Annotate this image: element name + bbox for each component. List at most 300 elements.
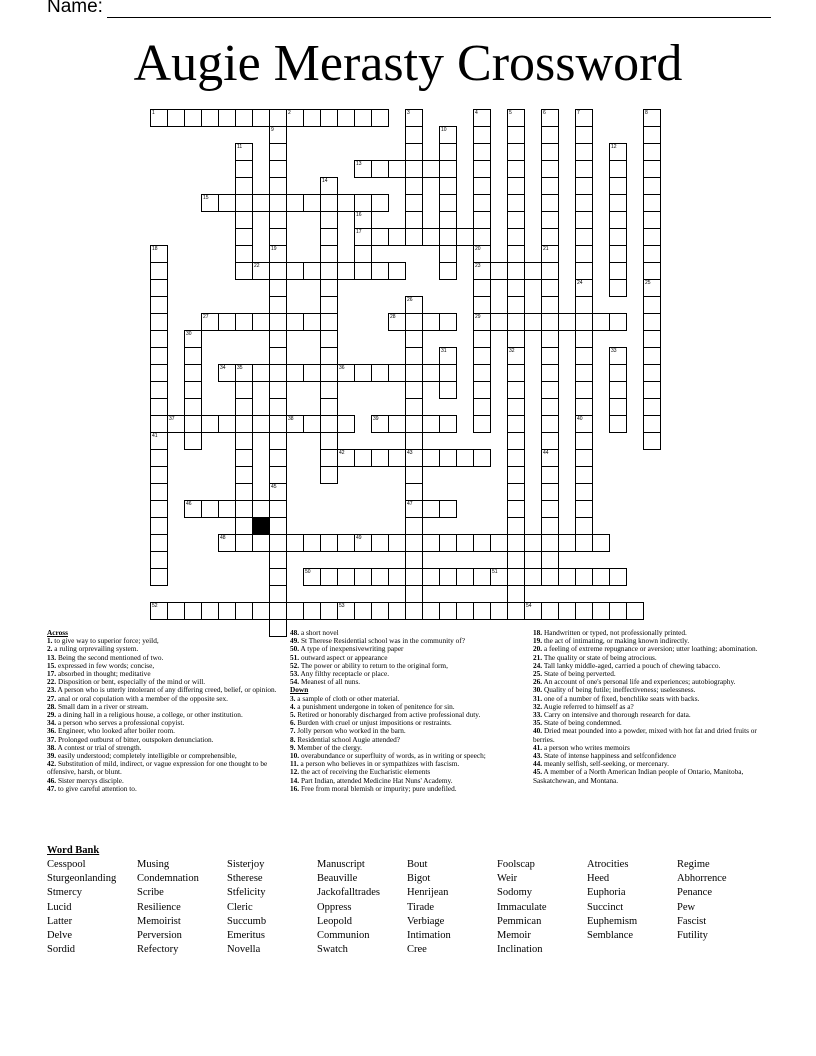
grid-cell[interactable] <box>320 228 338 246</box>
grid-cell[interactable] <box>201 415 219 433</box>
grid-cell[interactable] <box>473 347 491 365</box>
grid-cell[interactable] <box>422 500 440 518</box>
grid-cell[interactable] <box>524 568 542 586</box>
grid-cell[interactable] <box>303 194 321 212</box>
grid-cell[interactable] <box>473 245 491 263</box>
grid-cell[interactable] <box>507 296 525 314</box>
grid-cell[interactable] <box>541 194 559 212</box>
grid-cell[interactable] <box>473 109 491 127</box>
grid-cell[interactable] <box>371 109 389 127</box>
grid-cell[interactable] <box>150 568 168 586</box>
grid-cell[interactable] <box>371 449 389 467</box>
grid-cell[interactable] <box>150 296 168 314</box>
grid-cell[interactable] <box>422 313 440 331</box>
grid-cell[interactable] <box>235 262 253 280</box>
grid-cell[interactable] <box>609 602 627 620</box>
grid-cell[interactable] <box>473 602 491 620</box>
grid-cell[interactable] <box>507 466 525 484</box>
grid-cell[interactable] <box>371 568 389 586</box>
grid-cell[interactable] <box>422 160 440 178</box>
grid-cell[interactable] <box>456 602 474 620</box>
grid-cell[interactable] <box>405 415 423 433</box>
grid-cell[interactable] <box>320 211 338 229</box>
grid-cell[interactable] <box>337 568 355 586</box>
grid-cell[interactable] <box>541 381 559 399</box>
grid-cell[interactable] <box>575 381 593 399</box>
grid-cell[interactable] <box>439 364 457 382</box>
grid-cell[interactable] <box>473 330 491 348</box>
grid-cell[interactable] <box>405 364 423 382</box>
grid-cell[interactable] <box>541 364 559 382</box>
grid-cell[interactable] <box>558 568 576 586</box>
grid-cell[interactable] <box>354 364 372 382</box>
grid-cell[interactable] <box>218 194 236 212</box>
grid-cell[interactable] <box>575 279 593 297</box>
grid-cell[interactable] <box>643 432 661 450</box>
grid-cell[interactable] <box>592 602 610 620</box>
grid-cell[interactable] <box>371 364 389 382</box>
grid-cell[interactable] <box>405 313 423 331</box>
grid-cell[interactable] <box>371 534 389 552</box>
grid-cell[interactable] <box>252 364 270 382</box>
grid-cell[interactable] <box>405 177 423 195</box>
grid-cell[interactable] <box>235 245 253 263</box>
grid-cell[interactable] <box>201 194 219 212</box>
grid-cell[interactable] <box>320 568 338 586</box>
grid-cell[interactable] <box>575 177 593 195</box>
grid-cell[interactable] <box>303 415 321 433</box>
grid-cell[interactable] <box>269 568 287 586</box>
grid-cell[interactable] <box>405 126 423 144</box>
grid-cell[interactable] <box>269 296 287 314</box>
grid-cell[interactable] <box>473 143 491 161</box>
grid-cell[interactable] <box>643 313 661 331</box>
grid-cell[interactable] <box>405 109 423 127</box>
grid-cell[interactable] <box>422 534 440 552</box>
grid-cell[interactable] <box>558 602 576 620</box>
grid-cell[interactable] <box>354 245 372 263</box>
grid-cell[interactable] <box>269 143 287 161</box>
grid-cell[interactable] <box>184 364 202 382</box>
grid-cell[interactable] <box>575 194 593 212</box>
grid-cell[interactable] <box>269 483 287 501</box>
grid-cell[interactable] <box>507 500 525 518</box>
grid-cell[interactable] <box>541 398 559 416</box>
grid-cell[interactable] <box>507 194 525 212</box>
grid-cell[interactable] <box>269 262 287 280</box>
grid-cell[interactable] <box>405 347 423 365</box>
grid-cell[interactable] <box>473 296 491 314</box>
grid-cell[interactable] <box>575 364 593 382</box>
grid-cell[interactable] <box>490 534 508 552</box>
grid-cell[interactable] <box>235 534 253 552</box>
grid-cell[interactable] <box>439 245 457 263</box>
grid-cell[interactable] <box>575 296 593 314</box>
grid-cell[interactable] <box>354 160 372 178</box>
grid-cell[interactable] <box>507 279 525 297</box>
grid-cell[interactable] <box>405 551 423 569</box>
grid-cell[interactable] <box>575 330 593 348</box>
grid-cell[interactable] <box>235 160 253 178</box>
grid-cell[interactable] <box>405 194 423 212</box>
grid-cell[interactable] <box>252 602 270 620</box>
grid-cell[interactable] <box>354 534 372 552</box>
grid-cell[interactable] <box>218 602 236 620</box>
grid-cell[interactable] <box>269 517 287 535</box>
grid-cell[interactable] <box>439 313 457 331</box>
grid-cell[interactable] <box>320 381 338 399</box>
grid-cell[interactable] <box>286 364 304 382</box>
grid-cell[interactable] <box>490 262 508 280</box>
grid-cell[interactable] <box>405 398 423 416</box>
grid-cell[interactable] <box>473 262 491 280</box>
grid-cell[interactable] <box>320 313 338 331</box>
grid-cell[interactable] <box>541 568 559 586</box>
grid-cell[interactable] <box>286 109 304 127</box>
grid-cell[interactable] <box>184 602 202 620</box>
grid-cell[interactable] <box>354 449 372 467</box>
grid-cell[interactable] <box>507 245 525 263</box>
grid-cell[interactable] <box>371 415 389 433</box>
grid-cell[interactable] <box>575 347 593 365</box>
grid-cell[interactable] <box>371 194 389 212</box>
grid-cell[interactable] <box>473 534 491 552</box>
grid-cell[interactable] <box>609 279 627 297</box>
grid-cell[interactable] <box>541 177 559 195</box>
grid-cell[interactable] <box>507 568 525 586</box>
grid-cell[interactable] <box>643 347 661 365</box>
grid-cell[interactable] <box>150 483 168 501</box>
grid-cell[interactable] <box>507 585 525 603</box>
grid-cell[interactable] <box>184 347 202 365</box>
grid-cell[interactable] <box>150 245 168 263</box>
grid-cell[interactable] <box>473 126 491 144</box>
grid-cell[interactable] <box>473 398 491 416</box>
grid-cell[interactable] <box>473 160 491 178</box>
grid-cell[interactable] <box>541 143 559 161</box>
grid-cell[interactable] <box>218 313 236 331</box>
grid-cell[interactable] <box>541 160 559 178</box>
grid-cell[interactable] <box>269 534 287 552</box>
grid-cell[interactable] <box>643 364 661 382</box>
grid-cell[interactable] <box>167 602 185 620</box>
grid-cell[interactable] <box>575 126 593 144</box>
grid-cell[interactable] <box>150 534 168 552</box>
grid-cell[interactable] <box>371 160 389 178</box>
grid-cell[interactable] <box>609 313 627 331</box>
grid-cell[interactable] <box>439 602 457 620</box>
grid-cell[interactable] <box>643 415 661 433</box>
grid-cell[interactable] <box>184 500 202 518</box>
grid-cell[interactable] <box>643 194 661 212</box>
grid-cell[interactable] <box>507 177 525 195</box>
grid-cell[interactable] <box>286 602 304 620</box>
grid-cell[interactable] <box>575 109 593 127</box>
grid-cell[interactable] <box>541 228 559 246</box>
grid-cell[interactable] <box>643 398 661 416</box>
grid-cell[interactable] <box>320 398 338 416</box>
grid-cell[interactable] <box>269 330 287 348</box>
grid-cell[interactable] <box>388 415 406 433</box>
grid-cell[interactable] <box>150 398 168 416</box>
grid-cell[interactable] <box>201 313 219 331</box>
grid-cell[interactable] <box>269 126 287 144</box>
grid-cell[interactable] <box>507 330 525 348</box>
grid-cell[interactable] <box>218 534 236 552</box>
grid-cell[interactable] <box>354 262 372 280</box>
grid-cell[interactable] <box>422 415 440 433</box>
grid-cell[interactable] <box>541 432 559 450</box>
grid-cell[interactable] <box>643 262 661 280</box>
grid-cell[interactable] <box>439 568 457 586</box>
grid-cell[interactable] <box>150 517 168 535</box>
grid-cell[interactable] <box>150 109 168 127</box>
grid-cell[interactable] <box>422 228 440 246</box>
name-field[interactable] <box>47 0 771 18</box>
grid-cell[interactable] <box>643 296 661 314</box>
grid-cell[interactable] <box>150 279 168 297</box>
grid-cell[interactable] <box>269 364 287 382</box>
grid-cell[interactable] <box>150 262 168 280</box>
grid-cell[interactable] <box>507 160 525 178</box>
grid-cell[interactable] <box>320 330 338 348</box>
grid-cell[interactable] <box>507 415 525 433</box>
grid-cell[interactable] <box>405 228 423 246</box>
grid-cell[interactable] <box>269 279 287 297</box>
grid-cell[interactable] <box>592 534 610 552</box>
grid-cell[interactable] <box>184 432 202 450</box>
grid-cell[interactable] <box>473 211 491 229</box>
grid-cell[interactable] <box>405 534 423 552</box>
grid-cell[interactable] <box>269 585 287 603</box>
grid-cell[interactable] <box>507 398 525 416</box>
grid-cell[interactable] <box>575 517 593 535</box>
grid-cell[interactable] <box>575 449 593 467</box>
grid-cell[interactable] <box>235 211 253 229</box>
grid-cell[interactable] <box>252 500 270 518</box>
grid-cell[interactable] <box>439 211 457 229</box>
grid-cell[interactable] <box>541 415 559 433</box>
grid-cell[interactable] <box>184 381 202 399</box>
grid-cell[interactable] <box>507 602 525 620</box>
grid-cell[interactable] <box>354 194 372 212</box>
grid-cell[interactable] <box>354 568 372 586</box>
grid-cell[interactable] <box>524 534 542 552</box>
grid-cell[interactable] <box>235 517 253 535</box>
grid-cell[interactable] <box>286 194 304 212</box>
grid-cell[interactable] <box>388 228 406 246</box>
grid-cell[interactable] <box>643 245 661 263</box>
grid-cell[interactable] <box>235 109 253 127</box>
grid-cell[interactable] <box>303 568 321 586</box>
grid-cell[interactable] <box>405 585 423 603</box>
grid-cell[interactable] <box>456 449 474 467</box>
grid-cell[interactable] <box>405 500 423 518</box>
grid-cell[interactable] <box>150 432 168 450</box>
grid-cell[interactable] <box>643 228 661 246</box>
grid-cell[interactable] <box>422 602 440 620</box>
grid-cell[interactable] <box>235 177 253 195</box>
grid-cell[interactable] <box>269 466 287 484</box>
grid-cell[interactable] <box>439 228 457 246</box>
grid-cell[interactable] <box>320 177 338 195</box>
grid-cell[interactable] <box>575 262 593 280</box>
grid-cell[interactable] <box>167 109 185 127</box>
grid-cell[interactable] <box>405 160 423 178</box>
grid-cell[interactable] <box>320 534 338 552</box>
grid-cell[interactable] <box>507 517 525 535</box>
grid-cell[interactable] <box>235 381 253 399</box>
grid-cell[interactable] <box>235 194 253 212</box>
grid-cell[interactable] <box>575 534 593 552</box>
grid-cell[interactable] <box>473 364 491 382</box>
grid-cell[interactable] <box>439 194 457 212</box>
grid-cell[interactable] <box>439 500 457 518</box>
grid-cell[interactable] <box>609 160 627 178</box>
grid-cell[interactable] <box>643 211 661 229</box>
grid-cell[interactable] <box>303 262 321 280</box>
grid-cell[interactable] <box>354 228 372 246</box>
grid-cell[interactable] <box>320 347 338 365</box>
grid-cell[interactable] <box>252 313 270 331</box>
grid-cell[interactable] <box>337 109 355 127</box>
grid-cell[interactable] <box>507 449 525 467</box>
grid-cell[interactable] <box>541 330 559 348</box>
grid-cell[interactable] <box>388 568 406 586</box>
grid-cell[interactable] <box>541 500 559 518</box>
grid-cell[interactable] <box>184 109 202 127</box>
grid-cell[interactable] <box>541 466 559 484</box>
grid-cell[interactable] <box>541 245 559 263</box>
grid-cell[interactable] <box>337 534 355 552</box>
grid-cell[interactable] <box>405 296 423 314</box>
grid-cell[interactable] <box>439 347 457 365</box>
grid-cell[interactable] <box>473 313 491 331</box>
grid-cell[interactable] <box>524 313 542 331</box>
grid-cell[interactable] <box>388 602 406 620</box>
grid-cell[interactable] <box>371 262 389 280</box>
grid-cell[interactable] <box>575 415 593 433</box>
grid-cell[interactable] <box>269 211 287 229</box>
grid-cell[interactable] <box>575 602 593 620</box>
grid-cell[interactable] <box>252 415 270 433</box>
grid-cell[interactable] <box>575 466 593 484</box>
grid-cell[interactable] <box>269 313 287 331</box>
grid-cell[interactable] <box>439 177 457 195</box>
grid-cell[interactable] <box>405 517 423 535</box>
grid-cell[interactable] <box>507 143 525 161</box>
grid-cell[interactable] <box>388 534 406 552</box>
grid-cell[interactable] <box>235 449 253 467</box>
grid-cell[interactable] <box>150 381 168 399</box>
grid-cell[interactable] <box>405 466 423 484</box>
grid-cell[interactable] <box>439 126 457 144</box>
grid-cell[interactable] <box>269 398 287 416</box>
grid-cell[interactable] <box>150 330 168 348</box>
grid-cell[interactable] <box>371 602 389 620</box>
grid-cell[interactable] <box>269 551 287 569</box>
grid-cell[interactable] <box>235 415 253 433</box>
grid-cell[interactable] <box>354 109 372 127</box>
grid-cell[interactable] <box>507 228 525 246</box>
grid-cell[interactable] <box>558 534 576 552</box>
grid-cell[interactable] <box>490 568 508 586</box>
grid-cell[interactable] <box>235 500 253 518</box>
grid-cell[interactable] <box>473 194 491 212</box>
grid-cell[interactable] <box>575 500 593 518</box>
grid-cell[interactable] <box>201 109 219 127</box>
grid-cell[interactable] <box>150 364 168 382</box>
grid-cell[interactable] <box>609 568 627 586</box>
grid-cell[interactable] <box>609 143 627 161</box>
grid-cell[interactable] <box>473 381 491 399</box>
grid-cell[interactable] <box>320 432 338 450</box>
grid-cell[interactable] <box>575 245 593 263</box>
grid-cell[interactable] <box>643 279 661 297</box>
grid-cell[interactable] <box>286 313 304 331</box>
grid-cell[interactable] <box>507 483 525 501</box>
grid-cell[interactable] <box>643 381 661 399</box>
grid-cell[interactable] <box>405 432 423 450</box>
grid-cell[interactable] <box>439 534 457 552</box>
grid-cell[interactable] <box>405 211 423 229</box>
grid-cell[interactable] <box>609 245 627 263</box>
grid-cell[interactable] <box>507 347 525 365</box>
grid-cell[interactable] <box>405 330 423 348</box>
grid-cell[interactable] <box>473 228 491 246</box>
grid-cell[interactable] <box>337 449 355 467</box>
grid-cell[interactable] <box>609 398 627 416</box>
grid-cell[interactable] <box>354 602 372 620</box>
grid-cell[interactable] <box>218 500 236 518</box>
grid-cell[interactable] <box>235 602 253 620</box>
grid-cell[interactable] <box>150 551 168 569</box>
grid-cell[interactable] <box>439 143 457 161</box>
grid-cell[interactable] <box>405 143 423 161</box>
grid-cell[interactable] <box>167 415 185 433</box>
grid-cell[interactable] <box>439 415 457 433</box>
grid-cell[interactable] <box>643 109 661 127</box>
grid-cell[interactable] <box>575 483 593 501</box>
grid-cell[interactable] <box>541 534 559 552</box>
grid-cell[interactable] <box>422 568 440 586</box>
grid-cell[interactable] <box>320 449 338 467</box>
grid-cell[interactable] <box>541 517 559 535</box>
grid-cell[interactable] <box>439 160 457 178</box>
grid-cell[interactable] <box>388 262 406 280</box>
grid-cell[interactable] <box>439 381 457 399</box>
grid-cell[interactable] <box>320 466 338 484</box>
grid-cell[interactable] <box>609 262 627 280</box>
grid-cell[interactable] <box>541 211 559 229</box>
grid-cell[interactable] <box>388 364 406 382</box>
grid-cell[interactable] <box>541 449 559 467</box>
grid-cell[interactable] <box>558 313 576 331</box>
grid-cell[interactable] <box>269 245 287 263</box>
grid-cell[interactable] <box>473 279 491 297</box>
grid-cell[interactable] <box>507 534 525 552</box>
grid-cell[interactable] <box>609 194 627 212</box>
grid-cell[interactable] <box>388 160 406 178</box>
grid-cell[interactable] <box>643 177 661 195</box>
grid-cell[interactable] <box>252 109 270 127</box>
grid-cell[interactable] <box>507 126 525 144</box>
grid-cell[interactable] <box>575 160 593 178</box>
grid-cell[interactable] <box>218 415 236 433</box>
grid-cell[interactable] <box>184 398 202 416</box>
grid-cell[interactable] <box>456 534 474 552</box>
grid-cell[interactable] <box>286 262 304 280</box>
